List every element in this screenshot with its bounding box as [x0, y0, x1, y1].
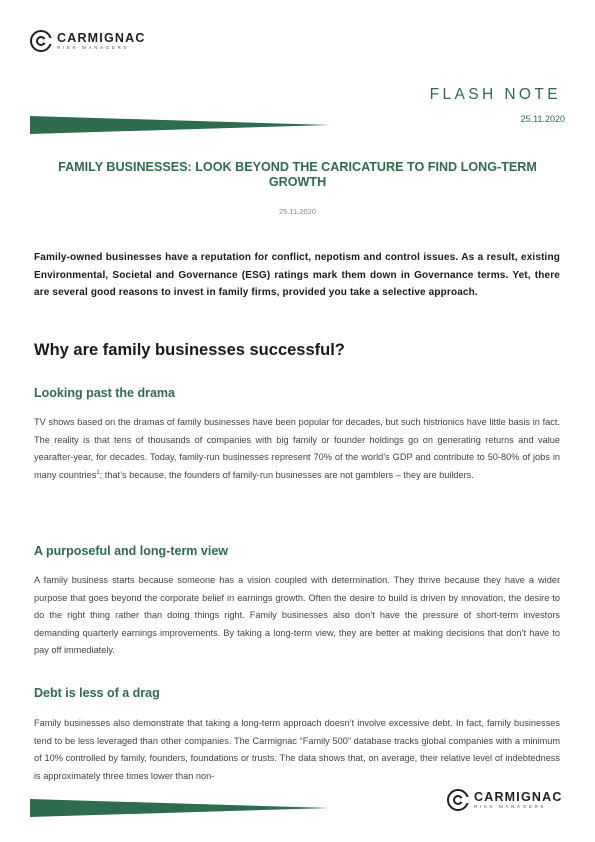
flash-note-label: FLASH NOTE: [429, 86, 561, 103]
article-title: FAMILY BUSINESSES: LOOK BEYOND THE CARICATURE TO FIND LONG-TERM GROWTH: [58, 160, 537, 189]
header-stripe: [30, 116, 330, 134]
logo-tagline: RISK MANAGERS: [57, 44, 130, 50]
footer-stripe: [30, 799, 330, 817]
article-intro: Family-owned businesses have a reputation for conflict, nepotism and control issues. As a result, existing Environmental, Societal and Governance (ESG) ratings mark them down in Governance terms. Yet, there are several good reasons to invest in family firms, provided you take a selective approach.: [34, 252, 560, 298]
subheading-drama: Looking past the drama: [34, 386, 175, 400]
header-date: 25.11.2020: [520, 114, 565, 124]
footnote-marker: 1: [96, 469, 100, 476]
carmignac-logo-footer: [447, 789, 563, 811]
subheading-debt: Debt is less of a drag: [34, 686, 160, 700]
subheading-purpose: A purposeful and long-term view: [34, 544, 228, 558]
section-heading: Why are family businesses successful?: [34, 341, 345, 359]
logo-brand: CARMIGNAC: [57, 30, 146, 45]
article-date: 25.11.2020: [279, 207, 316, 216]
paragraph-purpose: A family business starts because someone has a vision coupled with determination. They thrive because they have a wider purpose that goes beyond the corporate belief in earnings growth. Often the desire to build is driven by innovation, the desire to do the right thing rather than doing things right. Family businesses also don’t have the pressure of short-term investors demanding quarterly earnings improvements. By taking a long-term view, they are better at making decisions that don’t have to pay off immediately.: [34, 575, 560, 655]
paragraph-debt: Family businesses also demonstrate that taking a long-term approach doesn’t involve excessive debt. In fact, family businesses tend to be less leveraged than other companies. The Carmignac “Family 500” database tracks global companies with a minimum of 10% controlled by family, founders, foundations or trusts. The data shows that, on average, their relative level of indebtedness is approximately three times lower than non-: [34, 718, 560, 781]
carmignac-logo: [30, 30, 146, 52]
carmignac-logo-icon: [30, 30, 52, 52]
logo-tagline: RISK MANAGERS: [474, 803, 547, 809]
logo-brand: CARMIGNAC: [474, 789, 563, 804]
carmignac-logo-icon: [447, 789, 469, 811]
paragraph-drama: TV shows based on the dramas of family businesses have been popular for decades, but such histrionics have little basis in fact. The reality is that tens of thousands of companies with big family or founder holdings go on generating returns and value yearafter-year, for decades. Today, family-run businesses represent 70% of the world’s GDP and contribute to 50-80% of jobs in many countries$^1$; that’s because, the founders of family-run businesses are not gamblers – they are builders.: [34, 417, 560, 480]
